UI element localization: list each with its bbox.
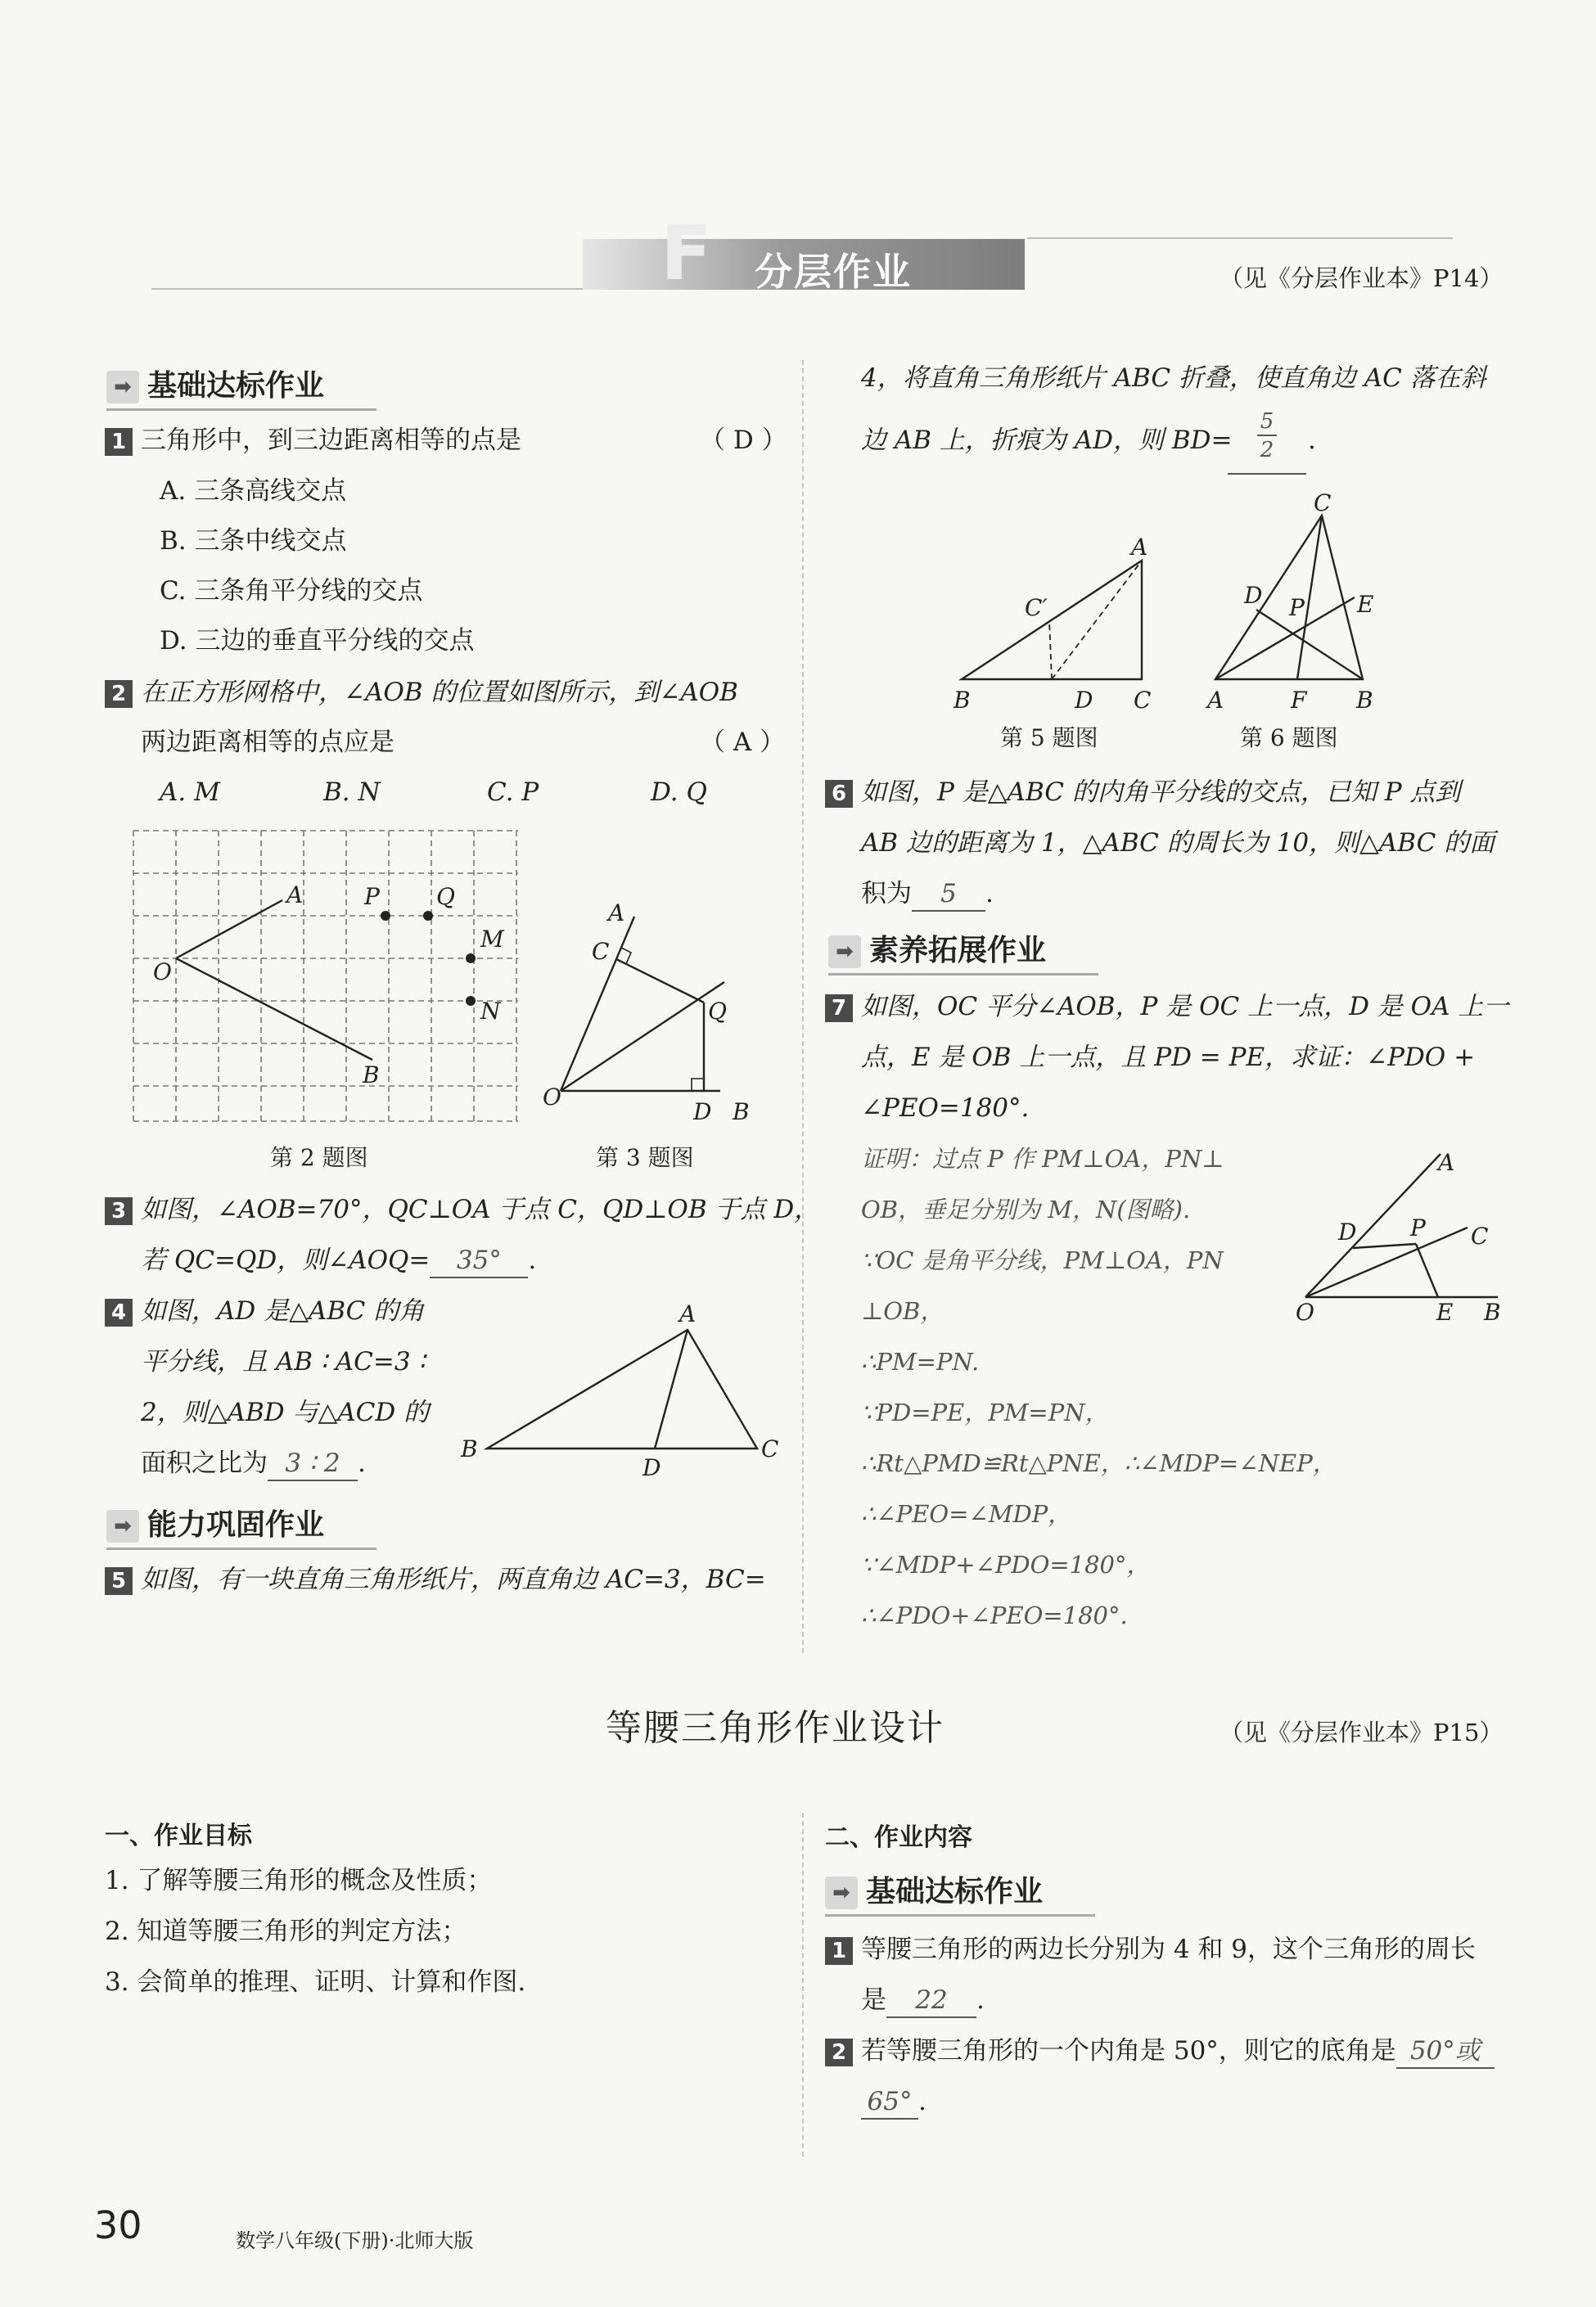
d2-stem-line2: 65° .: [861, 2085, 926, 2120]
point-q: [423, 911, 433, 921]
q7-proof-line8: ∴∠PEO=∠MDP，: [861, 1500, 1072, 1528]
point-p: [381, 911, 390, 921]
label-b: B: [954, 687, 971, 714]
header-rule-left: [151, 288, 585, 290]
q7-proof-line5: ∴PM=PN.: [861, 1348, 980, 1376]
figure-5-caption: 第 5 题图: [1000, 724, 1098, 751]
ray-oa: [176, 900, 282, 958]
q4-number: 4: [105, 1299, 133, 1327]
q7-proof-line10: ∴∠PDO+∠PEO=180°.: [861, 1602, 1128, 1629]
q6-answer-blank[interactable]: 5: [912, 877, 985, 912]
d2-answer-blank-2[interactable]: 65°: [861, 2085, 918, 2120]
q1-answer: （ D ）: [700, 426, 787, 455]
q5-cont-period: .: [1308, 426, 1316, 455]
q5-cont-line2: 边 AB 上，折痕为 AD，则 BD=: [861, 426, 1233, 455]
label-n: N: [480, 998, 501, 1025]
label-d: D: [693, 1098, 712, 1125]
figure-3-caption: 第 3 题图: [596, 1144, 694, 1171]
label-c: C: [761, 1435, 779, 1462]
q7-proof-line3: ∵OC 是角平分线，PM⊥OA，PN: [861, 1246, 1224, 1274]
q2-option-a: A. M: [160, 777, 220, 807]
arrow-icon: ➡: [106, 371, 139, 403]
goal-3: 3. 会简单的推理、证明、计算和作图.: [105, 1967, 526, 1997]
q2-option-c: C. P: [487, 777, 539, 807]
q7-stem-line2: 点，E 是 OB 上一点，且 PD = PE，求证：∠PDO +: [861, 1043, 1476, 1072]
design-ref: （见《分层作业本》P15）: [1220, 1719, 1504, 1746]
fraction-denominator: 2: [1260, 438, 1274, 462]
label-e: E: [1357, 591, 1374, 618]
label-b: B: [1484, 1299, 1501, 1326]
q2-stem-line1: 2 在正方形网格中，∠AOB 的位置如图所示，到∠AOB: [105, 676, 738, 709]
label-c-prime: C′: [1025, 594, 1048, 621]
section-extend: ➡ 素养拓展作业: [828, 927, 1046, 969]
figure-6: [1199, 491, 1387, 720]
label-p: P: [1289, 594, 1305, 621]
label-o: O: [153, 958, 172, 985]
goal-1: 1. 了解等腰三角形的概念及性质；: [105, 1866, 493, 1895]
section-underline: [828, 973, 1098, 976]
section-underline: [106, 408, 376, 411]
q6-stem-line3: 积为 5 .: [861, 877, 994, 912]
q1-option-b: B. 三条中线交点: [160, 526, 347, 556]
header-ref: （见《分层作业本》P14）: [1220, 264, 1504, 292]
q5-cont-line1: 4，将直角三角形纸片 ABC 折叠，使直角边 AC 落在斜: [861, 363, 1486, 393]
column-divider: [802, 360, 804, 1653]
q2-option-d: D. Q: [651, 777, 707, 807]
label-c: C: [1134, 687, 1152, 714]
q2-answer: （ A ）: [700, 728, 786, 757]
label-c: C: [592, 938, 610, 965]
fraction-bar: [1257, 435, 1277, 436]
section-basic-2: ➡ 基础达标作业: [825, 1868, 1043, 1910]
label-b: B: [733, 1098, 750, 1125]
label-b: B: [363, 1061, 380, 1088]
q3-answer-blank[interactable]: 35°: [430, 1244, 528, 1278]
q3-stem-line2: 若 QC=QD，则∠AOQ= 35° .: [141, 1244, 536, 1278]
q6-stem-line2: AB 边的距离为 1，△ABC 的周长为 10，则△ABC 的面: [861, 828, 1495, 858]
header-banner: [583, 210, 1025, 297]
goals-title: 一、作业目标: [105, 1822, 252, 1850]
q4-answer-blank[interactable]: 3 ∶ 2: [268, 1447, 358, 1481]
q4-stem-line1: 4 如图，AD 是△ABC 的角: [105, 1295, 424, 1327]
q6-stem-line1: 6 如图，P 是△ABC 的内角平分线的交点，已知 P 点到: [825, 776, 1460, 809]
q7-proof-line7: ∴Rt△PMD≌Rt△PNE，∴∠MDP=∠NEP，: [861, 1449, 1337, 1477]
label-a: A: [286, 881, 304, 908]
label-d: D: [642, 1454, 661, 1481]
arrow-icon: ➡: [828, 935, 861, 968]
label-a: A: [1207, 687, 1224, 714]
q7-proof-line2: OB，垂足分别为 M，N(图略).: [861, 1196, 1191, 1223]
d1-stem-line1: 1 等腰三角形的两边长分别为 4 和 9，这个三角形的周长: [825, 1933, 1476, 1966]
section-underline: [106, 1548, 376, 1550]
label-a: A: [679, 1300, 697, 1327]
arrow-icon: ➡: [106, 1510, 139, 1543]
section-basic: ➡ 基础达标作业: [106, 363, 324, 404]
label-f: F: [1291, 687, 1307, 714]
label-d: D: [1244, 582, 1263, 609]
q2-option-b: B. N: [323, 777, 381, 807]
q1-number: 1: [105, 428, 133, 456]
q2-stem-line2: 两边距离相等的点应是: [141, 728, 394, 757]
q7-stem-line3: ∠PEO=180°.: [861, 1093, 1030, 1123]
label-a: A: [1131, 534, 1148, 561]
q7-number: 7: [825, 994, 853, 1022]
banner-title: 分层作业: [755, 250, 912, 294]
label-b: B: [461, 1435, 478, 1462]
q3-stem-line1: 3 如图，∠AOB=70°，QC⊥OA 于点 C，QD⊥OB 于点 D，: [105, 1193, 819, 1226]
content-title: 二、作业内容: [825, 1823, 972, 1852]
q1-stem: 1 三角形中，到三边距离相等的点是: [105, 424, 521, 457]
label-e: E: [1436, 1299, 1454, 1326]
q6-number: 6: [825, 780, 853, 808]
point-m: [466, 953, 476, 963]
label-o: O: [1296, 1299, 1314, 1326]
figure-2-grid: [127, 822, 528, 1133]
q7-proof-line9: ∵∠MDP+∠PDO=180°，: [861, 1551, 1151, 1579]
q5-number: 5: [105, 1567, 133, 1595]
banner-f-logo-icon: F: [660, 210, 712, 297]
design-title: 等腰三角形作业设计: [606, 1707, 945, 1749]
d2-number: 2: [825, 2039, 853, 2066]
fraction-numerator: 5: [1260, 409, 1274, 434]
q4-stem-line2: 平分线，且 AB ∶ AC=3 ∶: [141, 1347, 426, 1377]
q3-number: 3: [105, 1197, 133, 1225]
figure-4: [454, 1297, 798, 1485]
q1-option-a: A. 三条高线交点: [160, 476, 347, 506]
q7-proof-line1: 证明：过点 P 作 PM⊥OA，PN⊥: [861, 1145, 1224, 1173]
label-c: C: [1314, 491, 1332, 516]
label-d: D: [1075, 687, 1093, 714]
section-ability: ➡ 能力巩固作业: [106, 1502, 324, 1543]
q7-stem-line1: 7 如图，OC 平分∠AOB，P 是 OC 上一点，D 是 OA 上一: [825, 990, 1508, 1023]
book-title: 数学八年级(下册)·北师大版: [236, 2229, 474, 2252]
q1-option-d: D. 三边的垂直平分线的交点: [160, 626, 475, 656]
d2-answer-blank-1[interactable]: 50°或: [1396, 2034, 1495, 2069]
label-q: Q: [436, 883, 455, 910]
figure-3: [536, 900, 773, 1138]
label-p: P: [1410, 1214, 1426, 1241]
label-a: A: [608, 900, 625, 926]
d2-stem-line1: 2 若等腰三角形的一个内角是 50°，则它的底角是 50°或: [825, 2034, 1495, 2069]
q7-proof-line6: ∵PD=PE，PM=PN，: [861, 1399, 1109, 1426]
q1-option-c: C. 三条角平分线的交点: [160, 576, 423, 606]
q4-stem-line3: 2，则△ABD 与△ACD 的: [141, 1398, 430, 1427]
label-d: D: [1338, 1219, 1357, 1246]
d1-stem-line2: 是 22 .: [861, 1984, 985, 2018]
point-n: [466, 996, 476, 1006]
d1-number: 1: [825, 1937, 853, 1965]
ray-ob: [176, 958, 372, 1060]
goal-2: 2. 知道等腰三角形的判定方法；: [105, 1917, 467, 1946]
q5-answer-fraction[interactable]: [1228, 409, 1306, 475]
q7-proof-line4: ⊥OB，: [861, 1297, 945, 1325]
label-q: Q: [708, 998, 727, 1025]
figure-2-caption: 第 2 题图: [270, 1144, 368, 1171]
label-o: O: [543, 1084, 561, 1111]
q5-stem: 5 如图，有一块直角三角形纸片，两直角边 AC=3，BC=: [105, 1563, 766, 1596]
q4-stem-line4: 面积之比为 3 ∶ 2 .: [141, 1447, 366, 1481]
section-underline: [825, 1914, 1095, 1917]
figure-5: [949, 532, 1187, 720]
label-c: C: [1471, 1223, 1489, 1250]
label-m: M: [480, 926, 504, 953]
label-a: A: [1438, 1149, 1455, 1176]
label-p: P: [364, 883, 380, 910]
figure-7: [1289, 1142, 1514, 1338]
q2-number: 2: [105, 680, 133, 708]
page-number: 30: [94, 2203, 142, 2247]
figure-6-caption: 第 6 题图: [1240, 724, 1338, 751]
arrow-icon: ➡: [825, 1877, 858, 1909]
design-divider: [802, 1813, 804, 2156]
label-b: B: [1356, 687, 1373, 714]
header-rule-right: [1027, 237, 1453, 239]
d1-answer-blank[interactable]: 22: [886, 1984, 976, 2018]
